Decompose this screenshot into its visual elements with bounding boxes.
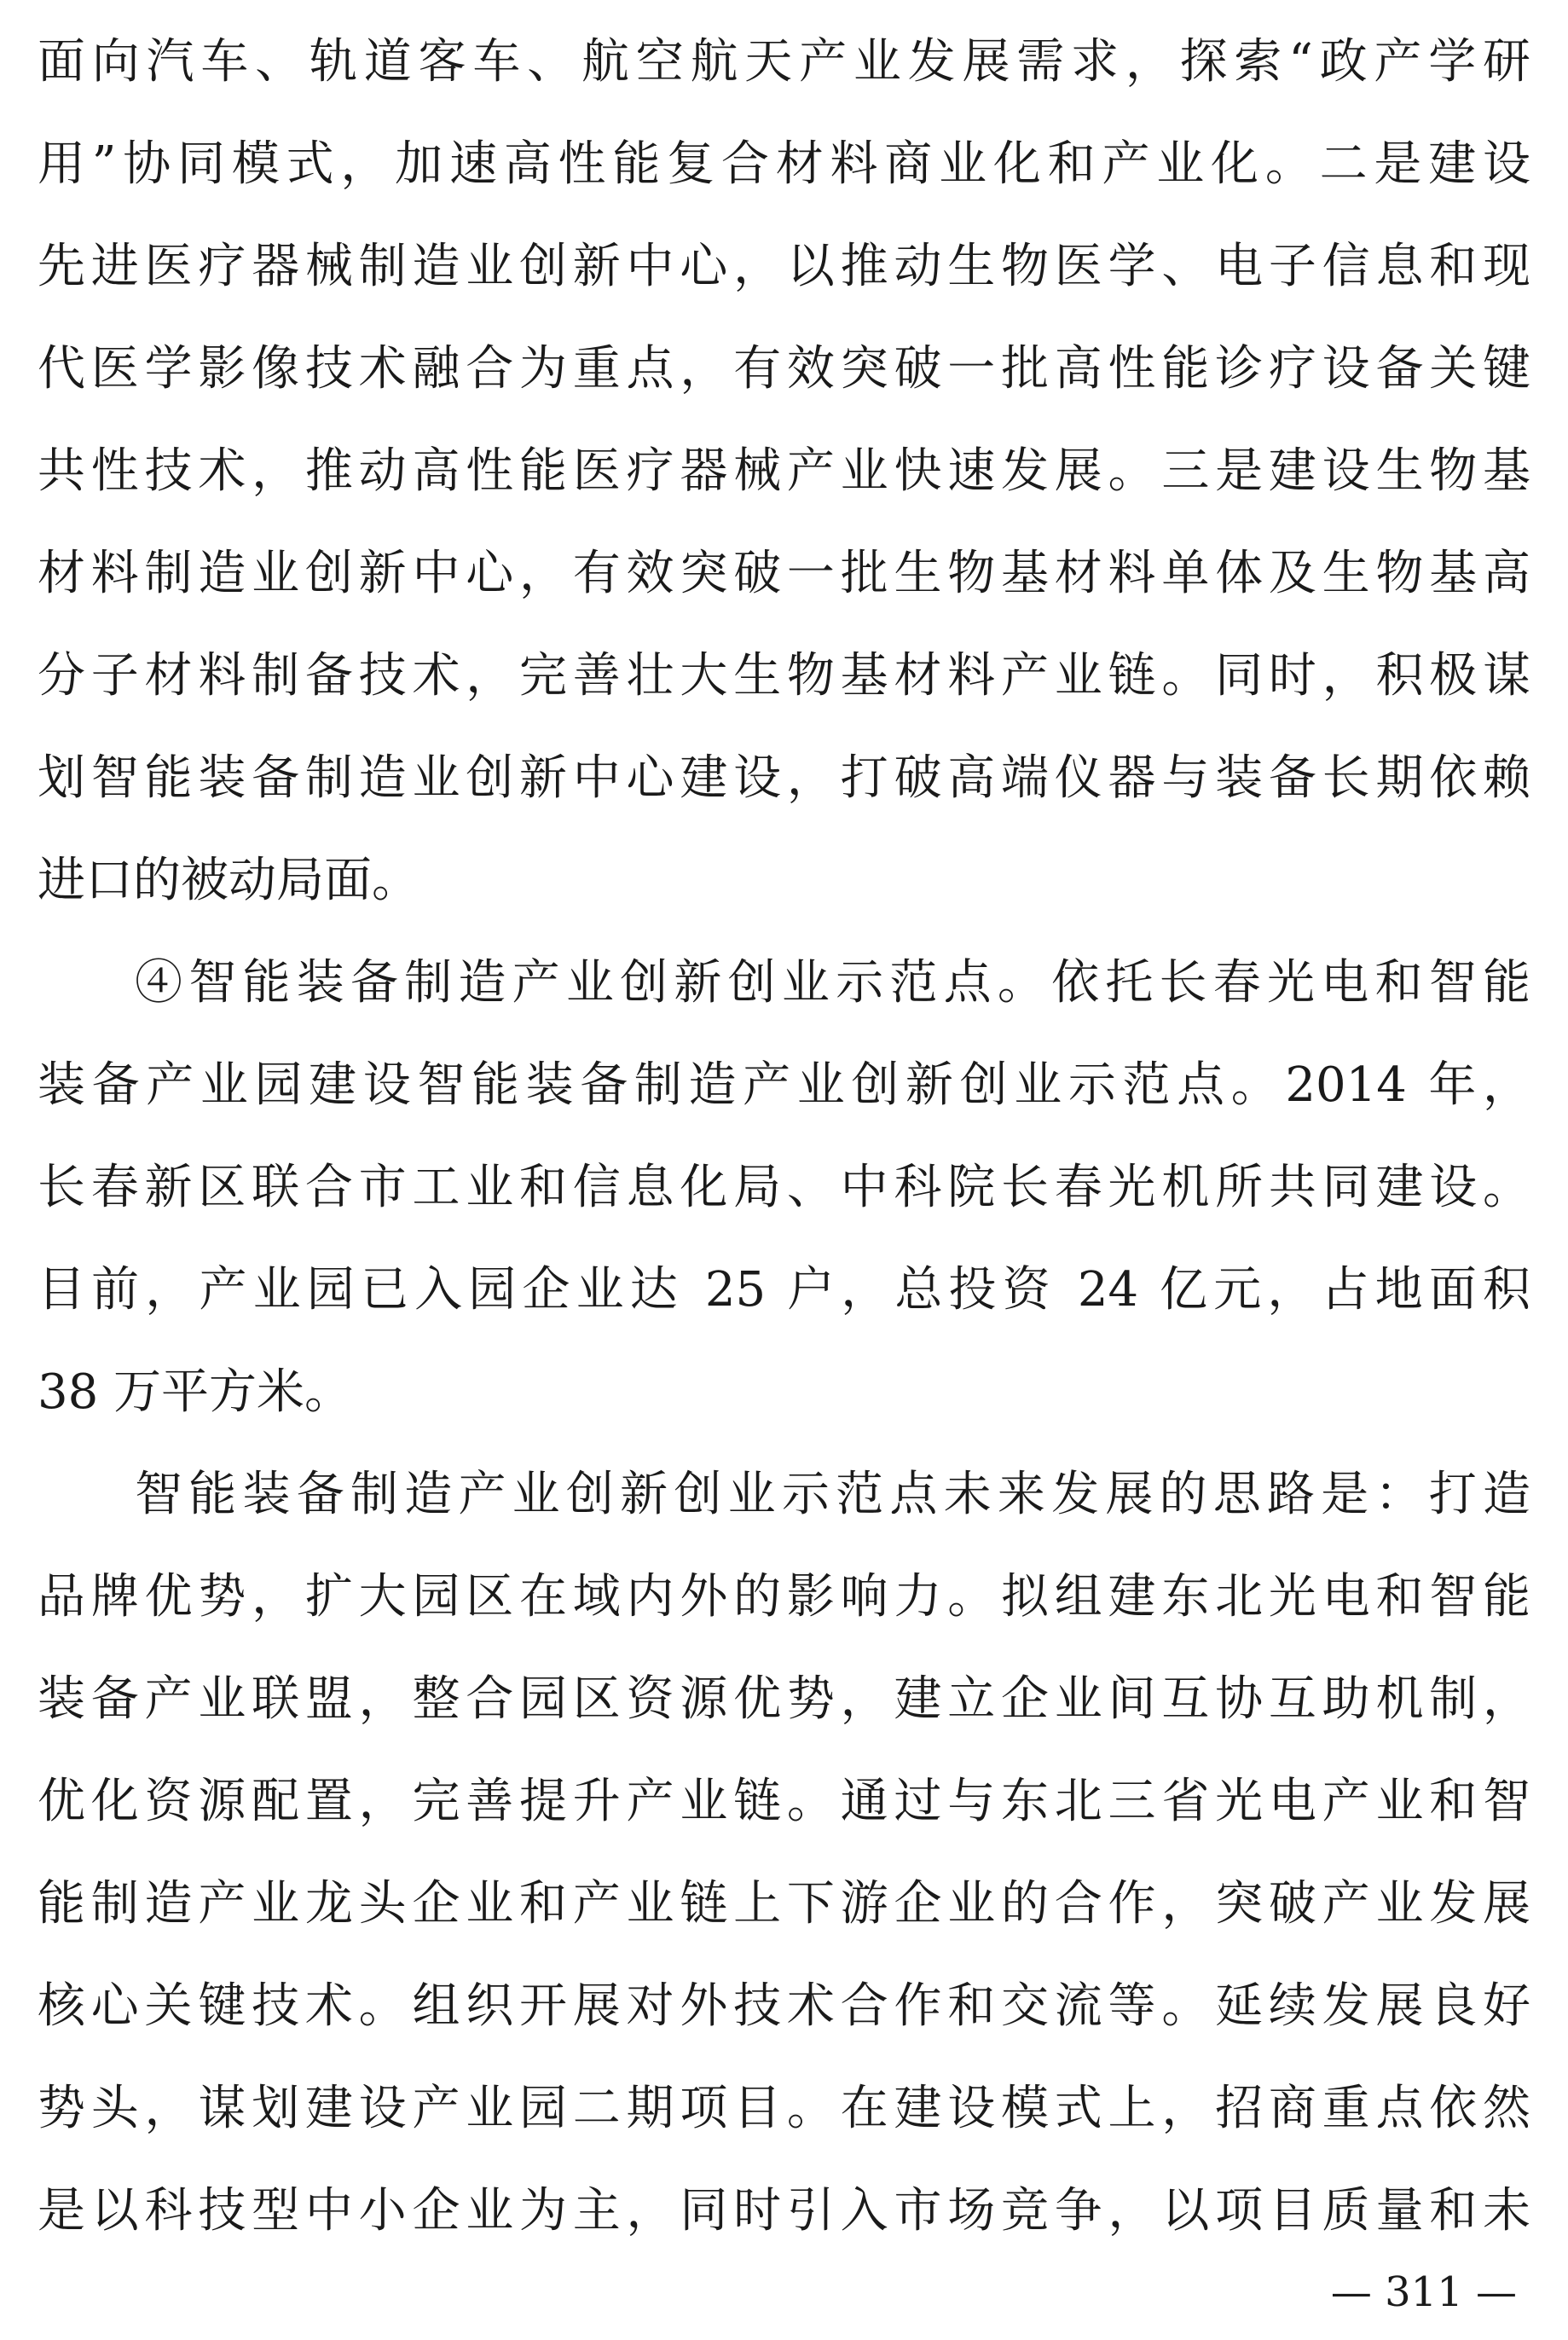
text-line-7: 分子材料制备技术，完善壮大生物基材料产业链。同时，积极谋 [38, 648, 1530, 704]
text-line-3: 先进医疗器械制造业创新中心，以推动生物医学、电子信息和现 [38, 239, 1530, 294]
text-line-14: 38 万平方米。 [38, 1364, 353, 1420]
text-line-2: 用”协同模式，加速高性能复合材料商业化和产业化。二是建设 [38, 136, 1530, 192]
text-line-20: 核心关键技术。组织开展对外技术合作和交流等。延续发展良好 [38, 1978, 1530, 2034]
text-line-19: 能制造产业龙头企业和产业链上下游企业的合作，突破产业发展 [38, 1876, 1530, 1932]
text-line-11: 装备产业园建设智能装备制造产业创新创业示范点。2014 年， [38, 1057, 1530, 1113]
text-line-1: 面向汽车、轨道客车、航空航天产业发展需求，探索“政产学研 [38, 34, 1530, 90]
text-line-17: 装备产业联盟，整合园区资源优势，建立企业间互协互助机制， [38, 1671, 1530, 1727]
page-number: — 311 — [1330, 2268, 1517, 2316]
text-line-13: 目前，产业园已入园企业达 25 户，总投资 24 亿元，占地面积 [38, 1262, 1530, 1318]
text-line-22: 是以科技型中小企业为主，同时引入市场竞争，以项目质量和未 [38, 2183, 1530, 2239]
text-line-8: 划智能装备制造业创新中心建设，打破高端仪器与装备长期依赖 [38, 750, 1530, 806]
text-line-5: 共性技术，推动高性能医疗器械产业快速发展。三是建设生物基 [38, 443, 1530, 499]
text-line-6: 材料制造业创新中心，有效突破一批生物基材料单体及生物基高 [38, 546, 1530, 601]
text-line-18: 优化资源配置，完善提升产业链。通过与东北三省光电产业和智 [38, 1774, 1530, 1829]
text-line-10: ④智能装备制造产业创新创业示范点。依托长春光电和智能 [135, 955, 1530, 1011]
text-line-21: 势头，谋划建设产业园二期项目。在建设模式上，招商重点依然 [38, 2081, 1530, 2136]
text-line-4: 代医学影像技术融合为重点，有效突破一批高性能诊疗设备关键 [38, 341, 1530, 397]
text-line-9: 进口的被动局面。 [38, 853, 419, 908]
text-line-12: 长春新区联合市工业和信息化局、中科院长春光机所共同建设。 [38, 1160, 1530, 1215]
text-line-15: 智能装备制造产业创新创业示范点未来发展的思路是：打造 [135, 1467, 1530, 1522]
text-line-16: 品牌优势，扩大园区在域内外的影响力。拟组建东北光电和智能 [38, 1569, 1530, 1625]
